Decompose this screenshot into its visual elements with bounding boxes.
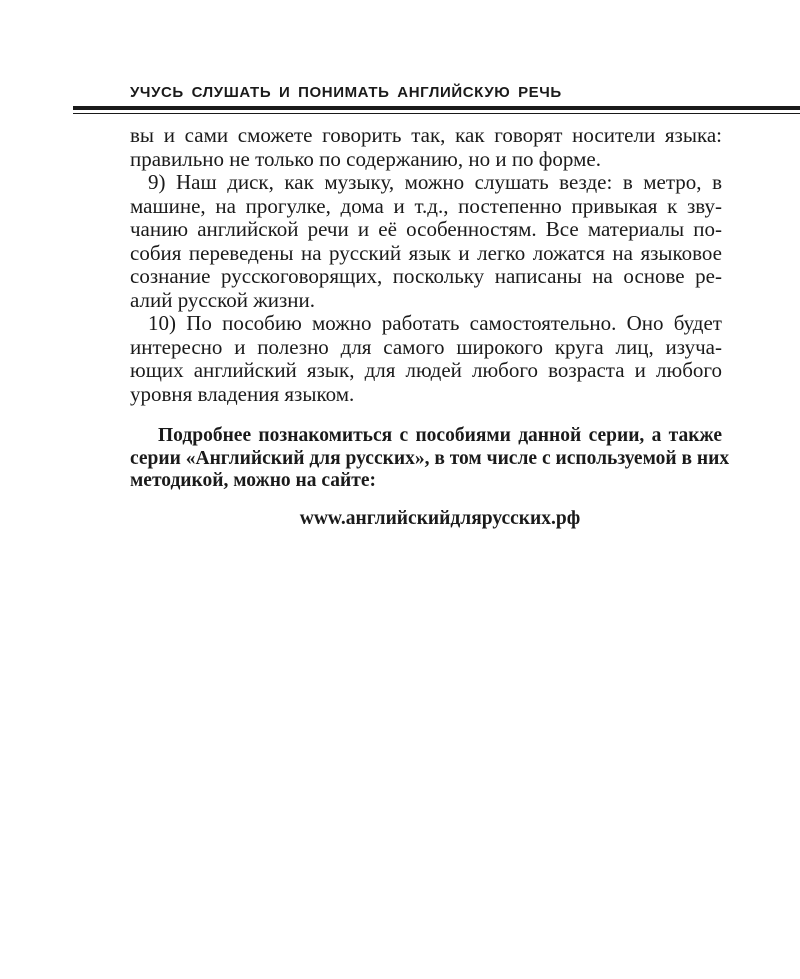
text-line: уровня владения языком. [130, 381, 355, 406]
text-line: алий русской жизни. [130, 287, 315, 312]
header-rule-thick [73, 106, 800, 110]
body-text [130, 124, 722, 406]
text-line: чанию английской речи и её особенностям. Все материалы по- [130, 217, 722, 241]
text-line: сознание русскоговорящих, поскольку написаны на основе ре- [130, 264, 722, 288]
text-line: ющих английский язык, для людей любого возраста и любого [130, 358, 722, 382]
info-line: серии «Английский для русских», в том числе с используемой в них [130, 447, 730, 469]
text-line: машине, на прогулке, дома и т.д., постепенно привыкая к зву- [130, 193, 722, 218]
paragraph-item-9 [130, 171, 722, 312]
paragraph-continuation [130, 124, 722, 171]
text-line: вы и сами сможете говорить так, как говорят носители языка: [130, 123, 722, 147]
text-line: 10) По пособию можно работать самостоятельно. Оно будет [148, 311, 722, 335]
paragraph-item-10 [130, 312, 722, 406]
text-line: интересно и полезно для самого широкого круга лиц, изуча- [130, 334, 722, 359]
info-block [130, 425, 730, 493]
text-line: 9) Наш диск, как музыку, можно слушать везде: в метро, в [148, 170, 722, 194]
running-header-title: УЧУСЬ СЛУШАТЬ И ПОНИМАТЬ АНГЛИЙСКУЮ РЕЧЬ [130, 84, 562, 101]
text-line: собия переведены на русский язык и легко ложатся на языковое [130, 240, 722, 265]
text-line: правильно не только по содержанию, но и по форме. [130, 146, 601, 171]
website-link[interactable]: www.английскийдлярусских.рф [299, 508, 581, 529]
header-rule-thin [73, 113, 800, 114]
info-line: методикой, можно на сайте: [130, 470, 377, 491]
info-line: Подробнее познакомиться с пособиями данной серии, а также [158, 425, 722, 446]
